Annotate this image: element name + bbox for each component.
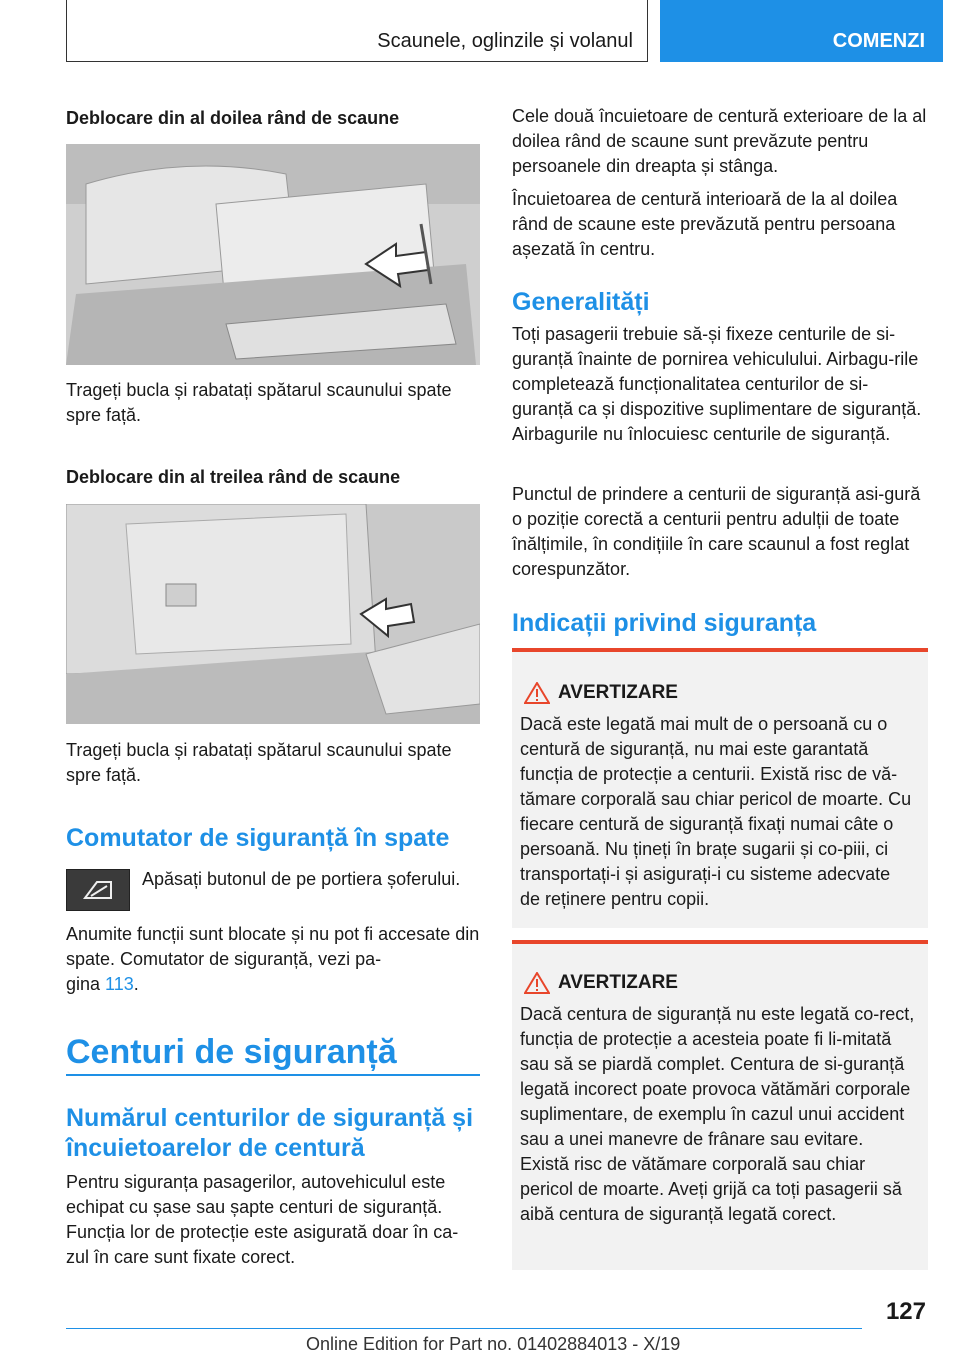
child-lock-button-icon — [66, 869, 130, 911]
warning-triangle-icon — [524, 682, 550, 704]
function-lock-period: . — [133, 974, 139, 994]
heading-numarul: Numărul centurilor de siguranță și încuietoarelor de centură — [66, 1104, 474, 1162]
comutator-instruction: Apăsați butonul de pe portiera șoferului. — [142, 869, 461, 889]
outer-buckles-text: Cele două încuietoare de centură exterioare de la al doilea rând de scaune sunt prevăzute pentru persoanele din dreapta și stânga. — [512, 106, 927, 176]
inner-buckle-text: Încuietoarea de centură interioară de la al doilea rând de scaune este prevăzută pentru persoana așezată în centru. — [512, 189, 898, 259]
header-chapter-title: COMENZI — [832, 30, 925, 52]
function-lock-text — [66, 922, 480, 997]
header-section-tab — [66, 0, 648, 62]
heading-comutator: Comutator de siguranță în spate — [66, 824, 450, 852]
footer-edition: Online Edition for Part no. 01402884013 - X/19 — [306, 1334, 681, 1354]
header-chapter-tab — [660, 0, 943, 62]
function-lock-sentence: Anumite funcții sunt blocate și nu pot fi accesate din spate. Comutator de siguranță, vezi pa- — [66, 924, 480, 969]
third-row-instruction: Trageți bucla și rabatați spătarul scaunului spate spre față. — [66, 740, 452, 785]
third-row-seat-image — [66, 504, 480, 724]
warning-2-title: AVERTIZARE — [558, 972, 678, 993]
second-row-instruction: Trageți bucla și rabatați spătarul scaunului spate spre față. — [66, 380, 452, 425]
warning-2-text: Dacă centura de siguranță nu este legată co-rect, funcția de protecție a acesteia poate fi li-mitată sau să se piardă complet. Centura de si-guranță legată incorect poate provoca vătămări corporale suplimentare, de exemplu în cazul unui accident sau a unei manevre de frânare sau evitare. Există risc de vătămare corporală sau chiar pericol de moarte. Aveți grijă ca toți pasagerii să aibă centura de siguranță legată corect. — [520, 1004, 915, 1224]
warning-triangle-icon — [524, 972, 550, 994]
seat-illustration — [66, 144, 480, 365]
warning-1-title: AVERTIZARE — [558, 682, 678, 703]
page-number: 127 — [885, 1298, 926, 1325]
footer-rule — [66, 1328, 862, 1329]
header-section-title: Scaunele, oglinzile și volanul — [377, 30, 633, 52]
heading-rule — [66, 1074, 480, 1076]
page-ref-link[interactable]: 113 — [105, 974, 134, 994]
warning-1-text: Dacă este legată mai mult de o persoană cu o centură de siguranță, nu mai este garantată funcția de protecție a centurii. Există risc de vă-tămare corporală sau chiar pericol de moarte. Cu fiecare centură de siguranță fixați numai câte o persoană. Nu țineți în brațe sugarii și co-piii, ci transportați-i și asigurați-i cu sisteme adecvate de reținere pentru copii. — [520, 714, 912, 909]
anchor-point-text: Punctul de prindere a centurii de siguranță asi-gură o poziție corectă a centurii pentru adulții de toate înălțimile, în condițiile în care scaunul a fost reglat corespunzător. — [512, 484, 921, 579]
warning-box-1 — [512, 648, 928, 928]
heading-centuri: Centuri de siguranță — [66, 1033, 397, 1071]
function-lock-sentence-end: gina — [66, 974, 101, 994]
heading-generalitati: Generalități — [512, 288, 650, 316]
subheading-third-row: Deblocare din al treilea rând de scaune — [66, 467, 401, 487]
third-row-illustration — [66, 504, 480, 724]
numarul-text: Pentru siguranța pasagerilor, autovehiculul este echipat cu șase sau șapte centuri de siguranță. Funcția lor de protecție este asigurată doar în ca-zul în care sunt fixate corect. — [66, 1172, 459, 1267]
heading-indicatii: Indicații privind siguranța — [512, 609, 817, 637]
warning-box-2 — [512, 940, 928, 1270]
generalitati-text: Toți pasagerii trebuie să-și fixeze centurile de si-guranță înainte de pornirea vehiculului. Airbagu-rile completează funcționalitatea centurilor de si-guranță ca și dispozitive suplimentare de siguranță. Airbagurile nu înlocuiesc centurile de siguranță. — [512, 324, 922, 444]
subheading-second-row: Deblocare din al doilea rând de scaune — [66, 108, 400, 128]
second-row-seat-image — [66, 144, 480, 365]
